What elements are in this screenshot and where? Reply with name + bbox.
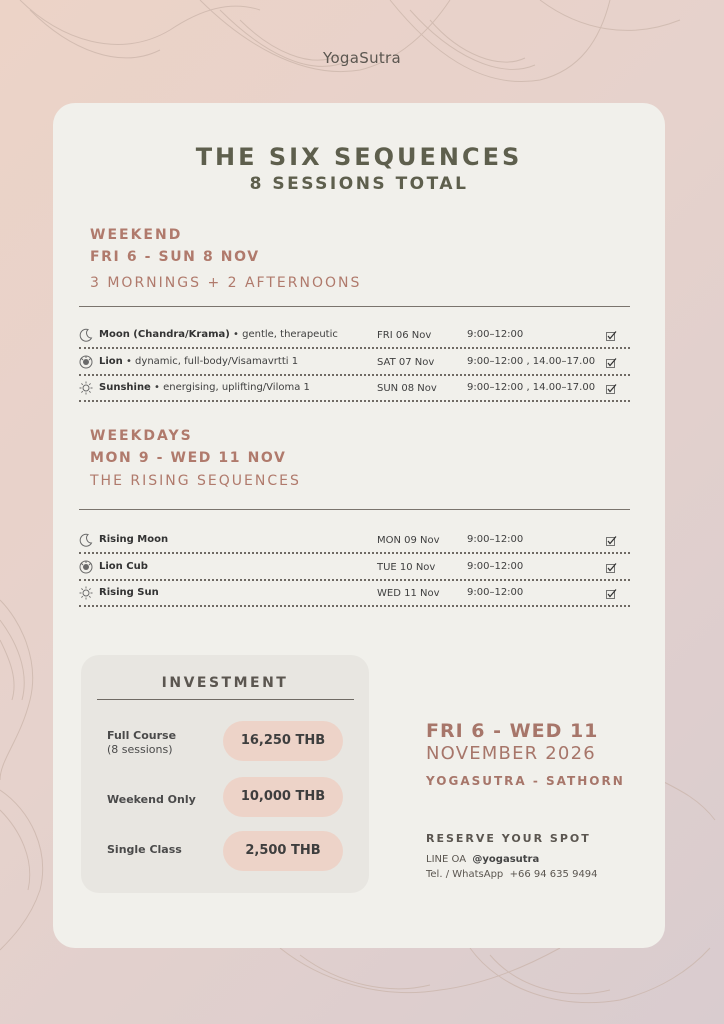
program-card: [53, 103, 665, 948]
session-description: [99, 356, 298, 367]
session-day: SAT 07 Nov: [377, 357, 435, 368]
session-name: Rising Sun: [99, 587, 159, 598]
investment-panel: [81, 655, 369, 893]
checkbox-checked-icon: [606, 536, 617, 546]
session-time: 9:00–12:00 , 14.00–17.00: [467, 356, 596, 367]
schedule-row: [79, 352, 630, 376]
price-label-text: Full Course: [107, 729, 177, 742]
session-detail: • gentle, therapeutic: [229, 329, 338, 340]
weekdays-label: WEEKDAYS: [90, 428, 193, 444]
weekend-subtitle: 3 MORNINGS + 2 AFTERNOONS: [90, 275, 362, 291]
reserve-title: RESERVE YOUR SPOT: [426, 832, 591, 845]
moon-icon: [79, 328, 93, 342]
checkbox-checked-icon: [606, 563, 617, 573]
schedule-row: [79, 557, 630, 581]
brand-logo-text: YogaSutra: [322, 49, 402, 67]
session-name: Lion: [99, 356, 123, 367]
price-label-note: (8 sessions): [107, 743, 173, 756]
page-title: THE SIX SEQUENCES: [195, 143, 523, 171]
event-month: NOVEMBER 2026: [426, 743, 596, 764]
session-day: SUN 08 Nov: [377, 383, 437, 394]
session-time: 9:00–12:00: [467, 534, 524, 545]
checkbox-checked-icon: [606, 331, 617, 341]
session-name: Sunshine: [99, 382, 151, 393]
schedule-row: [79, 583, 630, 607]
line-label: LINE OA: [426, 854, 467, 865]
session-description: [99, 329, 338, 340]
weekdays-divider: [79, 509, 630, 510]
schedule-row: [79, 378, 630, 402]
session-time: 9:00–12:00: [467, 561, 524, 572]
session-time: 9:00–12:00 , 14.00–17.00: [467, 382, 596, 393]
weekdays-subtitle: THE RISING SEQUENCES: [90, 473, 301, 489]
session-time: 9:00–12:00: [467, 587, 524, 598]
phone-label: Tel. / WhatsApp: [426, 869, 504, 880]
session-name: Rising Moon: [99, 534, 169, 545]
investment-divider: [97, 699, 354, 700]
session-description: [99, 534, 168, 545]
price-full-course: 16,250 THB: [223, 721, 343, 761]
event-venue: YOGASUTRA - SATHORN: [426, 774, 625, 788]
checkbox-checked-icon: [606, 384, 617, 394]
moon-icon: [79, 533, 93, 547]
session-detail: • dynamic, full-body/Visamavrtti 1: [122, 356, 299, 367]
session-day: WED 11 Nov: [377, 588, 440, 599]
checkbox-checked-icon: [606, 358, 617, 368]
checkbox-checked-icon: [606, 589, 617, 599]
price-label-single-class: Single Class: [107, 843, 182, 856]
sun-icon: [79, 586, 93, 600]
sun-icon: [79, 381, 93, 395]
session-description: [99, 561, 148, 572]
price-weekend-only: 10,000 THB: [223, 777, 343, 817]
event-dates: FRI 6 - WED 11: [426, 720, 599, 742]
price-label-full-course: [107, 729, 176, 757]
schedule-row: [79, 530, 630, 554]
lion-icon: [79, 560, 93, 574]
weekend-label: WEEKEND: [90, 227, 183, 243]
line-contact: [426, 854, 539, 865]
session-time: 9:00–12:00: [467, 329, 524, 340]
weekdays-dates: MON 9 - WED 11 NOV: [90, 450, 287, 466]
session-day: MON 09 Nov: [377, 535, 440, 546]
phone-contact: [426, 869, 598, 880]
session-detail: • energising, uplifting/Viloma 1: [150, 382, 310, 393]
session-name: Lion Cub: [99, 561, 148, 572]
investment-title: INVESTMENT: [161, 675, 289, 691]
line-handle[interactable]: @yogasutra: [472, 854, 540, 865]
session-name: Moon (Chandra/Krama): [99, 329, 230, 340]
phone-number[interactable]: +66 94 635 9494: [509, 869, 598, 880]
weekend-divider: [79, 306, 630, 307]
lion-icon: [79, 355, 93, 369]
session-description: [99, 587, 159, 598]
schedule-row: [79, 325, 630, 349]
price-single-class: 2,500 THB: [223, 831, 343, 871]
price-label-weekend-only: Weekend Only: [107, 793, 196, 806]
session-day: TUE 10 Nov: [377, 562, 436, 573]
page-subtitle: 8 SESSIONS TOTAL: [249, 174, 469, 194]
session-day: FRI 06 Nov: [377, 330, 432, 341]
session-description: [99, 382, 310, 393]
weekend-dates: FRI 6 - SUN 8 NOV: [90, 249, 260, 265]
